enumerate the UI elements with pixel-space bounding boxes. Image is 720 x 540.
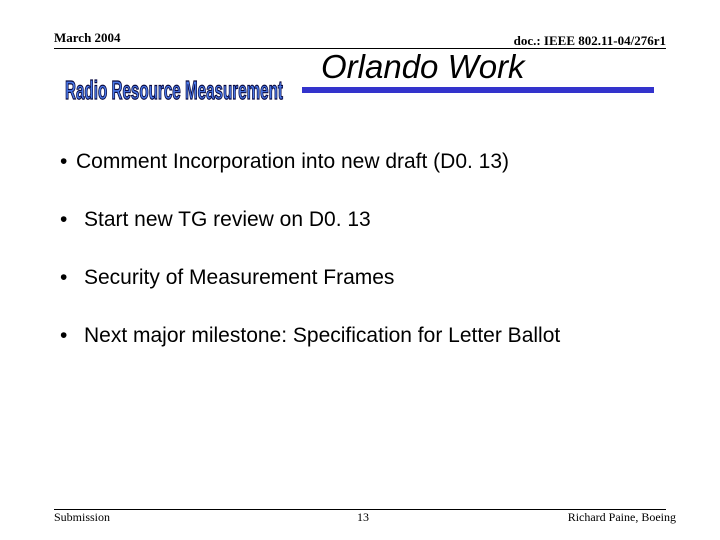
- bullet-item: [60, 266, 394, 290]
- bullet-text: Comment Incorporation into new draft (D0. 13): [76, 150, 510, 173]
- header-date: March 2004: [54, 30, 121, 45]
- bullet-item: [60, 150, 509, 174]
- radio-resource-measurement-logo: [64, 76, 286, 109]
- logo-text: Radio Resource Measurement: [65, 75, 284, 105]
- bullet-dot: •: [60, 150, 68, 173]
- bullet-item: [60, 324, 560, 348]
- bullet-text: Next major milestone: Specification for Letter Ballot: [84, 324, 561, 347]
- bullet-text: Security of Measurement Frames: [84, 266, 395, 289]
- logo-graphic: [64, 76, 286, 104]
- footer-page-number: 13: [357, 510, 369, 524]
- bullet-dot: •: [60, 208, 68, 231]
- bullet-dot: •: [60, 324, 68, 347]
- title-underline-bar: [302, 87, 654, 93]
- slide-title: Orlando Work: [321, 48, 525, 85]
- header-doc-id: doc.: IEEE 802.11-04/276r1: [513, 33, 666, 48]
- bullet-item: [60, 208, 371, 232]
- footer-author: Richard Paine, Boeing: [567, 510, 676, 524]
- footer-submission: Submission: [54, 510, 111, 524]
- bullet-dot: •: [60, 266, 68, 289]
- bullet-text: Start new TG review on D0. 13: [84, 208, 371, 231]
